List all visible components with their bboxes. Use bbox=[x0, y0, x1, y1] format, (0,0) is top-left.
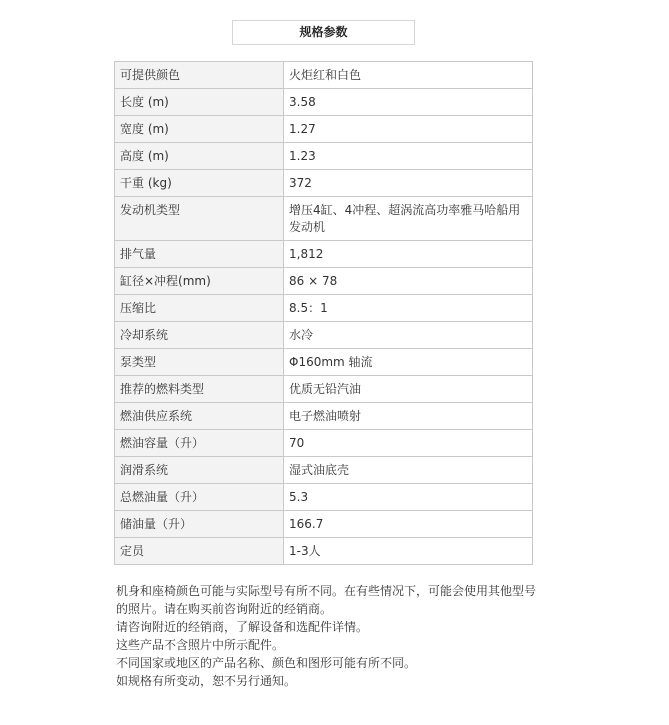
spec-value: 166.7 bbox=[284, 511, 533, 538]
table-row bbox=[115, 538, 533, 565]
note-line: 机身和座椅颜色可能与实际型号有所不同。在有些情况下，可能会使用其他型号的照片。请在购买前咨询附近的经销商。 bbox=[116, 584, 537, 616]
table-row bbox=[115, 197, 533, 241]
spec-label: 燃油容量（升） bbox=[115, 430, 284, 457]
spec-value: 372 bbox=[284, 170, 533, 197]
spec-label: 长度 (m) bbox=[115, 89, 284, 116]
table-row bbox=[115, 89, 533, 116]
spec-label: 冷却系统 bbox=[115, 322, 284, 349]
table-row bbox=[115, 268, 533, 295]
note-line: 请咨询附近的经销商，了解设备和选配件详情。 bbox=[116, 620, 369, 634]
spec-label: 排气量 bbox=[115, 241, 284, 268]
table-row bbox=[115, 322, 533, 349]
spec-label: 发动机类型 bbox=[115, 197, 284, 241]
spec-label: 泵类型 bbox=[115, 349, 284, 376]
spec-value: 优质无铅汽油 bbox=[284, 376, 533, 403]
table-row bbox=[115, 349, 533, 376]
spec-value: 70 bbox=[284, 430, 533, 457]
spec-value: 电子燃油喷射 bbox=[284, 403, 533, 430]
table-row bbox=[115, 376, 533, 403]
spec-value: 1.23 bbox=[284, 143, 533, 170]
table-row bbox=[115, 143, 533, 170]
table-row bbox=[115, 430, 533, 457]
spec-value: Φ160mm 轴流 bbox=[284, 349, 533, 376]
table-row bbox=[115, 295, 533, 322]
spec-label: 总燃油量（升） bbox=[115, 484, 284, 511]
spec-value: 增压4缸、4冲程、超涡流高功率雅马哈船用发动机 bbox=[284, 197, 533, 241]
table-row bbox=[115, 457, 533, 484]
spec-label: 压缩比 bbox=[115, 295, 284, 322]
spec-value: 1,812 bbox=[284, 241, 533, 268]
table-row bbox=[115, 511, 533, 538]
note-line: 如规格有所变动，恕不另行通知。 bbox=[116, 674, 297, 688]
spec-label: 润滑系统 bbox=[115, 457, 284, 484]
spec-label: 定员 bbox=[115, 538, 284, 565]
table-row bbox=[115, 62, 533, 89]
disclaimer-notes bbox=[116, 582, 536, 690]
specs-section-title: 规格参数 bbox=[232, 20, 415, 45]
spec-label: 缸径×冲程(mm) bbox=[115, 268, 284, 295]
spec-value: 1.27 bbox=[284, 116, 533, 143]
spec-label: 高度 (m) bbox=[115, 143, 284, 170]
spec-label: 储油量（升） bbox=[115, 511, 284, 538]
spec-value: 8.5：1 bbox=[284, 295, 533, 322]
table-row bbox=[115, 484, 533, 511]
spec-value: 1-3人 bbox=[284, 538, 533, 565]
table-row bbox=[115, 241, 533, 268]
spec-value: 湿式油底壳 bbox=[284, 457, 533, 484]
spec-value: 火炬红和白色 bbox=[284, 62, 533, 89]
spec-label: 干重 (kg) bbox=[115, 170, 284, 197]
spec-label: 宽度 (m) bbox=[115, 116, 284, 143]
spec-label: 可提供颜色 bbox=[115, 62, 284, 89]
spec-value: 5.3 bbox=[284, 484, 533, 511]
note-line: 不同国家或地区的产品名称、颜色和图形可能有所不同。 bbox=[116, 656, 417, 670]
spec-label: 燃油供应系统 bbox=[115, 403, 284, 430]
spec-value: 3.58 bbox=[284, 89, 533, 116]
table-row bbox=[115, 170, 533, 197]
specs-table bbox=[114, 61, 533, 565]
spec-value: 86 × 78 bbox=[284, 268, 533, 295]
table-row bbox=[115, 116, 533, 143]
spec-label: 推荐的燃料类型 bbox=[115, 376, 284, 403]
spec-value: 水冷 bbox=[284, 322, 533, 349]
note-line: 这些产品不含照片中所示配件。 bbox=[116, 638, 285, 652]
table-row bbox=[115, 403, 533, 430]
